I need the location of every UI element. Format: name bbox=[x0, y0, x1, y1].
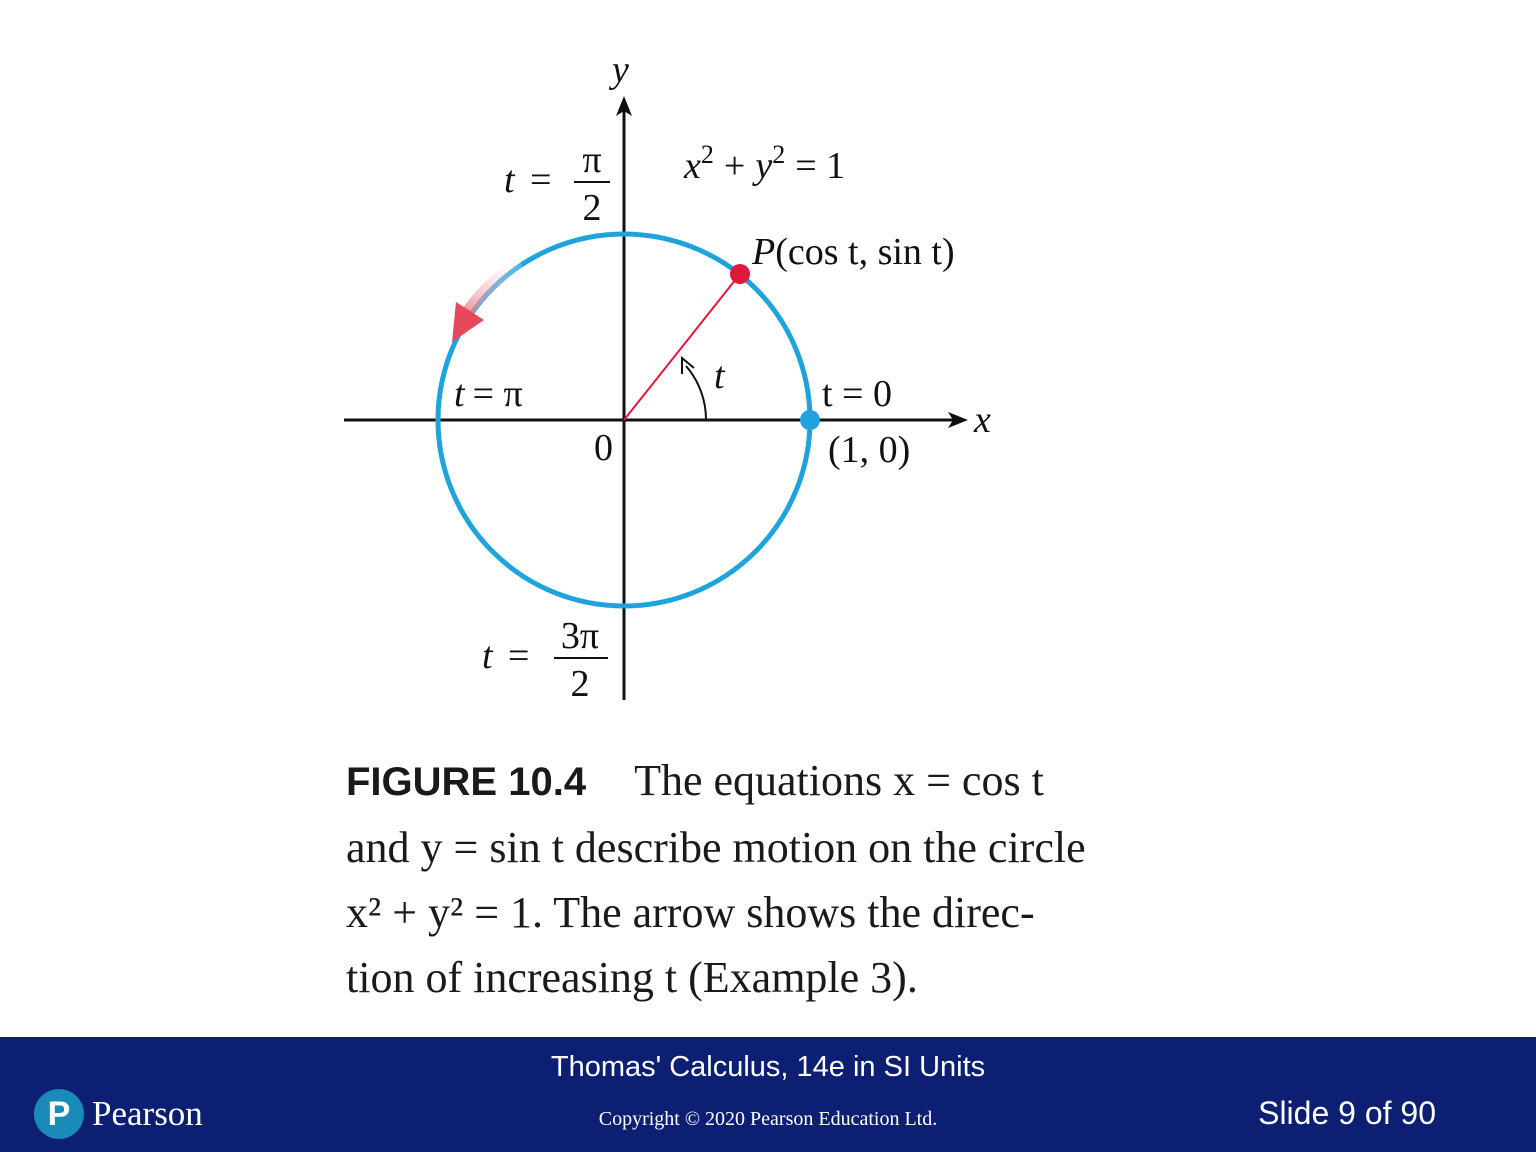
point-P-name: P bbox=[752, 231, 776, 273]
book-title: Thomas' Calculus, 14e in SI Units bbox=[550, 1051, 986, 1083]
t-three-half-pi-label bbox=[482, 615, 608, 705]
caption-text-1: The equations x = cos t bbox=[634, 756, 1044, 805]
point-P-coords: (cos t, sin t) bbox=[775, 231, 955, 273]
t-half-den: 2 bbox=[582, 187, 602, 229]
pearson-wordmark: Pearson bbox=[92, 1094, 203, 1133]
angle-arc-arrowhead bbox=[682, 358, 694, 374]
eq-x-exp: 2 bbox=[700, 140, 714, 169]
eq-y: y bbox=[755, 145, 773, 187]
point-1-0 bbox=[800, 410, 820, 430]
eq-rhs: = 1 bbox=[795, 145, 846, 187]
t-pi-var: t bbox=[454, 373, 465, 415]
t-pi-label bbox=[454, 373, 523, 415]
slide-counter: Slide 9 of 90 bbox=[1258, 1095, 1436, 1131]
slide-footer bbox=[0, 1037, 1536, 1152]
x-axis-label: x bbox=[974, 399, 991, 441]
angle-t-label: t bbox=[714, 355, 725, 397]
point-1-0-label: (1, 0) bbox=[828, 429, 911, 471]
t-half-eq: = bbox=[530, 159, 552, 201]
copyright-notice: Copyright © 2020 Pearson Education Ltd. bbox=[598, 1108, 938, 1130]
angle-arc bbox=[686, 366, 706, 420]
t-32-num: 3π bbox=[560, 615, 600, 657]
radius-line bbox=[624, 274, 740, 420]
circle-equation bbox=[683, 140, 845, 187]
caption-line-1 bbox=[346, 748, 1226, 815]
t-32-var: t bbox=[482, 635, 493, 677]
caption-line-4: tion of increasing t (Example 3). bbox=[346, 953, 918, 1002]
caption-figure-label: FIGURE 10.4 bbox=[346, 760, 587, 804]
point-P bbox=[730, 264, 750, 284]
y-axis-label: y bbox=[612, 49, 629, 91]
t-zero-label: t = 0 bbox=[822, 373, 892, 415]
t-half-pi-label bbox=[504, 139, 610, 229]
eq-y-exp: 2 bbox=[772, 140, 786, 169]
point-P-label bbox=[751, 231, 955, 273]
pearson-logo bbox=[34, 1089, 203, 1139]
caption-line-2: and y = sin t describe motion on the circle bbox=[346, 823, 1086, 872]
t-half-num: π bbox=[582, 139, 602, 181]
t-32-eq: = bbox=[508, 635, 530, 677]
caption-line-3: x² + y² = 1. The arrow shows the direc- bbox=[346, 888, 1035, 937]
eq-x: x bbox=[684, 145, 701, 187]
pearson-logo-icon: P bbox=[34, 1089, 84, 1139]
figure-caption bbox=[346, 748, 1226, 1010]
direction-arrow bbox=[466, 262, 520, 314]
origin-label: 0 bbox=[594, 427, 613, 469]
t-pi-rest: = π bbox=[472, 373, 523, 415]
t-half-var: t bbox=[504, 159, 515, 201]
eq-plus: + bbox=[723, 145, 746, 187]
t-32-den: 2 bbox=[570, 663, 590, 705]
